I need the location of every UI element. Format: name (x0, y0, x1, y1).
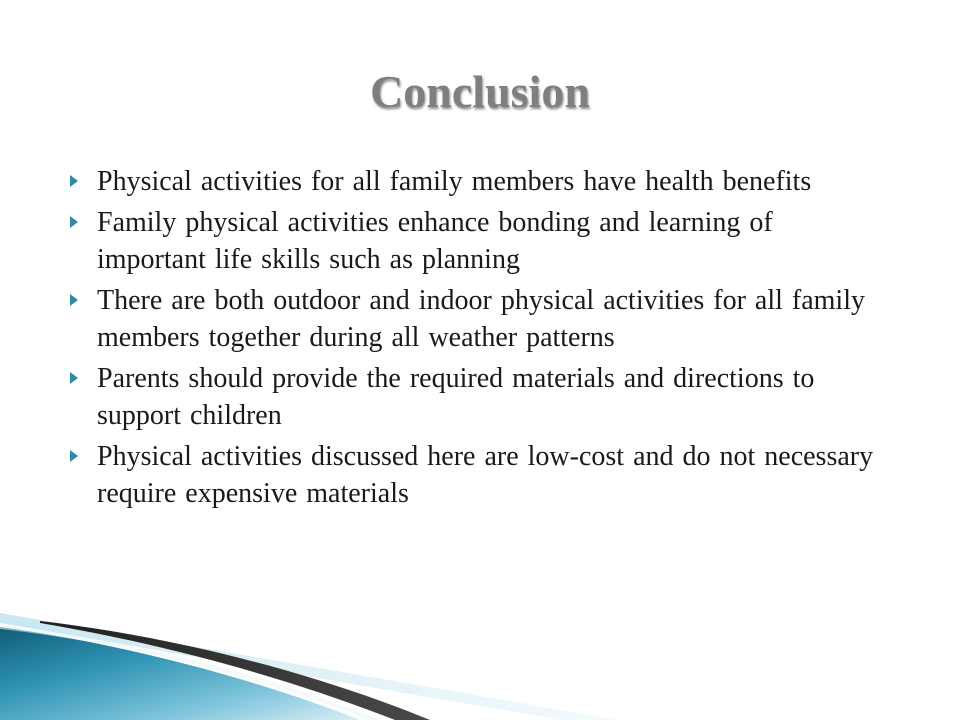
triangle-right-icon (70, 294, 78, 306)
bullet-text: Parents should provide the required materials and directions to support children (97, 363, 815, 431)
bullet-text: Physical activities discussed here are low-cost and do not necessary require expensive materials (97, 441, 874, 509)
triangle-right-icon (70, 372, 78, 384)
triangle-right-icon (70, 216, 78, 228)
bullet-text: There are both outdoor and indoor physical activities for all family members together during all weather patterns (97, 285, 865, 353)
bullet-item (70, 438, 880, 512)
bullet-item (70, 163, 880, 200)
triangle-right-icon (70, 175, 78, 187)
bullet-list (70, 163, 880, 516)
bullet-text: Physical activities for all family members have health benefits (97, 166, 812, 197)
slide-title: Conclusion (370, 66, 590, 117)
bullet-item (70, 360, 880, 434)
triangle-right-icon (70, 450, 78, 462)
bullet-item (70, 204, 880, 278)
corner-swoosh-decoration (0, 595, 960, 720)
bullet-text: Family physical activities enhance bonding and learning of important life skills such as planning (97, 207, 773, 275)
bullet-item (70, 282, 880, 356)
